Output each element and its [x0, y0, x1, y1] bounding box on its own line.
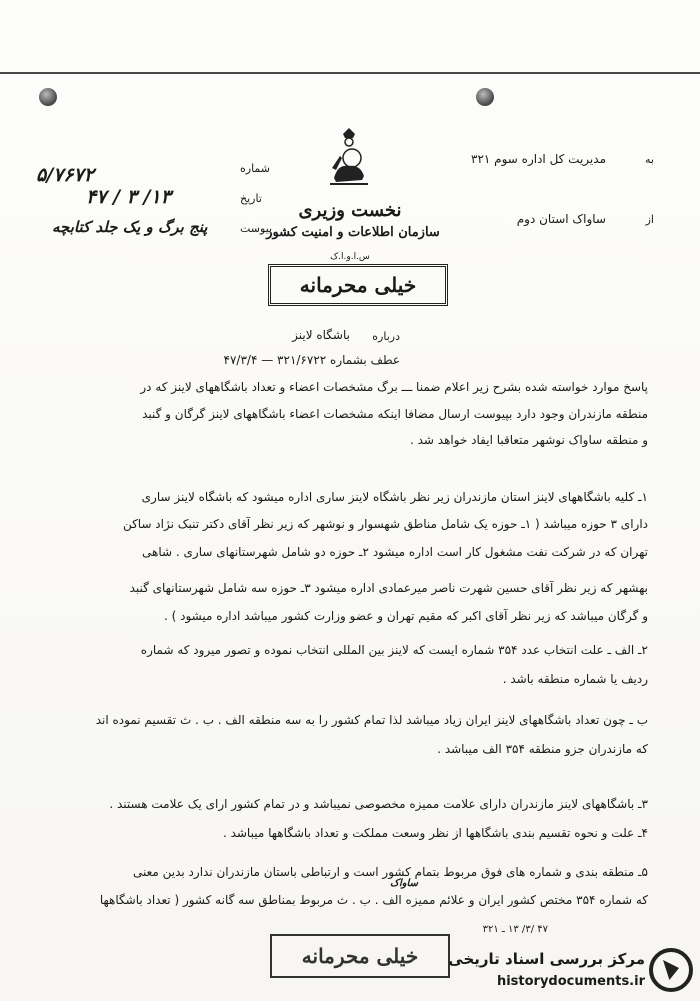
body-line: ۱ـ کلیه باشگاههای لاینز استان مازندران زیر نظر باشگاه لاینز ساری اداره میشود که باشگاه لاینز ساری — [141, 490, 648, 504]
body-line: و گرگان میباشد که زیر نظر آقای اکبر که مقیم تهران و عضو وزارت کشور میباشد اداره میشود ) . — [163, 609, 648, 623]
from-label: از — [645, 213, 654, 226]
classification-stamp: خیلی محرمانه — [268, 264, 448, 306]
body-line: ردیف یا شماره منطقه باشد . — [502, 672, 648, 686]
body-line: ۲ـ الف ـ علت انتخاب عدد ۳۵۴ شماره ایست که لاینز بین المللی انتخاب نموده و تصور میرود که شماره — [140, 643, 648, 657]
subject-value: باشگاه لاینز — [292, 328, 350, 342]
reference-line: عطف بشماره ۳۲۱/۶۷۲۲ — ۴۷/۳/۴ — [223, 353, 400, 367]
date-label: تاریخ — [240, 192, 262, 205]
body-line: منطقه مازندران وجود دارد بپیوست ارسال مضافا اینکه مشخصات اعضاء باشگاههای لاینز گرگان و گنبد — [142, 407, 648, 421]
from-value: ساواک استان دوم — [516, 212, 606, 226]
body-line: ۳ـ باشگاههای لاینز مازندران دارای علامت ممیزه مخصوصی نمیباشد و در تمام کشور ارای یک علامت هستند . — [109, 797, 648, 811]
number-value: ۵/۷۶۷۲ — [36, 164, 94, 186]
org-ref: س.ا.و.ا.ک — [330, 252, 370, 262]
org-title: نخست وزیری — [298, 200, 402, 221]
body-line: پاسخ موارد خواسته شده بشرح زیر اعلام ضمنا ـــ برگ مشخصات اعضاء و تعداد باشگاههای لاینز که در — [140, 380, 648, 394]
top-rule — [0, 72, 700, 74]
watermark-url: historydocuments.ir — [496, 974, 645, 989]
watermark-name: مرکز بررسی اسناد تاریخی — [448, 950, 645, 968]
punch-hole-right — [476, 88, 494, 106]
body-line: تهران که در شرکت نفت مشغول کار است اداره میشود ۲ـ حوزه دو شامل شهرستانهای ساری . شاهی — [142, 545, 648, 559]
to-value: مدیریت کل اداره سوم ۳۲۱ — [471, 152, 606, 166]
handwritten-note: ساواک — [390, 878, 418, 889]
body-line: ۴ـ علت و نحوه تقسیم بندی باشگاهها از نظر وسعت مملکت و تعداد باشگاهها میباشد . — [222, 826, 648, 840]
body-line: بهشهر که زیر نظر آقای حسین شهرت ناصر میرعمادی اداره میشود ۳ـ حوزه سه شامل شهرستانهای گنبد — [129, 581, 648, 595]
watermark — [448, 944, 693, 999]
org-subtitle: سازمان اطلاعات و امنیت کشور — [266, 225, 440, 240]
body-line: که مازندران جزو منطقه ۳۵۴ الف میباشد . — [437, 742, 648, 756]
footer-classification-stamp: خیلی محرمانه — [270, 934, 450, 978]
punch-hole-left — [39, 88, 57, 106]
body-line: ب ـ چون تعداد باشگاههای لاینز ایران زیاد میباشد لذا تمام کشور را به سه منطقه الف . ب . ث تقسیم نموده اند — [95, 713, 648, 727]
subject-label: درباره — [372, 330, 400, 343]
attachment-value: پنج برگ و یک جلد کتابچه — [52, 218, 208, 236]
body-line: ۵ـ منطقه بندی و شماره های فوق مربوط بتمام کشور است و ارتباطی باستان مازندران ندارد بدین معنی — [132, 865, 648, 879]
attachment-label: پیوست — [240, 222, 273, 235]
lion-and-sun-emblem-icon — [326, 128, 372, 188]
body-line: که شماره ۳۵۴ مختص کشور ایران و علائم ممیزه الف . ب . ث مربوط بمناطق سه گانه کشور ( تعداد باشگاهها — [99, 893, 648, 907]
date-value: ۱۳/ ۳ / ۴۷ — [86, 186, 171, 208]
body-line: و منطقه ساواک نوشهر متعاقبا ایفاد خواهد شد . — [409, 433, 648, 447]
to-label: به — [645, 153, 654, 166]
page-scribble: ۴۷ /۳/ ۱۳ ـ ۳۲۱ — [482, 924, 548, 935]
number-label: شماره — [240, 162, 271, 175]
body-line: دارای ۳ حوزه میباشد ( ۱ـ حوزه یک شامل مناطق شهسوار و نوشهر که زیر نظر آقای دکتر تنبک نژاد ساکن — [122, 517, 648, 531]
archive-logo-icon — [649, 948, 693, 992]
